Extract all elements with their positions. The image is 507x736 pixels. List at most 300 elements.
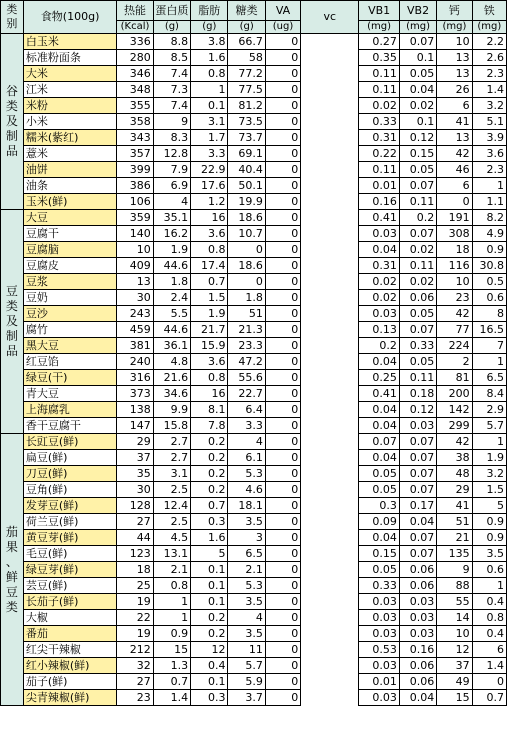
- cell-vc: [301, 434, 359, 450]
- cell-calcium: 12: [437, 642, 472, 658]
- header-calcium: 钙: [437, 1, 472, 21]
- table-row: [1, 610, 507, 626]
- cell-va: 0: [265, 466, 300, 482]
- cell-protein: 4: [153, 194, 190, 210]
- cell-vb2: 0.11: [399, 194, 436, 210]
- cell-iron: 2.3: [472, 66, 506, 82]
- cell-vc: [301, 642, 359, 658]
- cell-iron: 0.9: [472, 530, 506, 546]
- cell-vb1: 0.41: [359, 386, 400, 402]
- cell-va: 0: [265, 562, 300, 578]
- food-name: 豆角(鲜): [23, 482, 117, 498]
- cell-sugar: 5.3: [228, 578, 265, 594]
- cell-sugar: 4: [228, 610, 265, 626]
- cell-protein: 15: [153, 642, 190, 658]
- unit-fat: (g): [191, 21, 228, 34]
- cell-vb2: 0.05: [399, 66, 436, 82]
- cell-energy: 348: [117, 82, 153, 98]
- table-row: [1, 322, 507, 338]
- cell-vb1: 0.02: [359, 274, 400, 290]
- cell-protein: 15.8: [153, 418, 190, 434]
- cell-sugar: 77.2: [228, 66, 265, 82]
- cell-iron: 8.2: [472, 210, 506, 226]
- cell-energy: 280: [117, 50, 153, 66]
- cell-vb1: 0.09: [359, 514, 400, 530]
- cell-energy: 138: [117, 402, 153, 418]
- cell-sugar: 5.9: [228, 674, 265, 690]
- cell-sugar: 19.9: [228, 194, 265, 210]
- header-vb1: VB1: [359, 1, 400, 21]
- cell-va: 0: [265, 626, 300, 642]
- cell-va: 0: [265, 290, 300, 306]
- unit-protein: (g): [153, 21, 190, 34]
- cell-vc: [301, 562, 359, 578]
- header-energy: 热能: [117, 1, 153, 21]
- cell-sugar: 0: [228, 274, 265, 290]
- cell-protein: 8.8: [153, 34, 190, 50]
- cell-va: 0: [265, 594, 300, 610]
- category-label: 谷 类 及 制 品: [1, 34, 24, 210]
- cell-protein: 2.5: [153, 514, 190, 530]
- cell-calcium: 6: [437, 98, 472, 114]
- cell-vc: [301, 610, 359, 626]
- cell-va: 0: [265, 370, 300, 386]
- cell-va: 0: [265, 674, 300, 690]
- cell-vb1: 0.3: [359, 498, 400, 514]
- cell-protein: 7.4: [153, 66, 190, 82]
- cell-sugar: 4.6: [228, 482, 265, 498]
- cell-iron: 0.6: [472, 290, 506, 306]
- cell-protein: 1.8: [153, 274, 190, 290]
- cell-fat: 1.9: [191, 306, 228, 322]
- cell-vc: [301, 370, 359, 386]
- cell-protein: 5.5: [153, 306, 190, 322]
- cell-calcium: 10: [437, 274, 472, 290]
- table-row: [1, 194, 507, 210]
- cell-fat: 0.3: [191, 514, 228, 530]
- cell-protein: 2.5: [153, 482, 190, 498]
- food-name: 米粉: [23, 98, 117, 114]
- cell-sugar: 5.7: [228, 658, 265, 674]
- cell-vc: [301, 226, 359, 242]
- cell-iron: 6.5: [472, 370, 506, 386]
- cell-calcium: 77: [437, 322, 472, 338]
- cell-energy: 30: [117, 482, 153, 498]
- cell-sugar: 0: [228, 242, 265, 258]
- cell-va: 0: [265, 402, 300, 418]
- cell-vc: [301, 546, 359, 562]
- cell-energy: 35: [117, 466, 153, 482]
- cell-protein: 1: [153, 594, 190, 610]
- cell-vb1: 0.04: [359, 450, 400, 466]
- cell-calcium: 42: [437, 434, 472, 450]
- cell-vb1: 0.03: [359, 658, 400, 674]
- cell-energy: 147: [117, 418, 153, 434]
- cell-fat: 0.2: [191, 466, 228, 482]
- cell-vb1: 0.27: [359, 34, 400, 50]
- cell-calcium: 13: [437, 130, 472, 146]
- cell-energy: 23: [117, 690, 153, 706]
- cell-protein: 9.9: [153, 402, 190, 418]
- cell-iron: 0.4: [472, 626, 506, 642]
- table-row: [1, 290, 507, 306]
- cell-vc: [301, 466, 359, 482]
- cell-energy: 386: [117, 178, 153, 194]
- unit-sugar: (g): [228, 21, 265, 34]
- table-row: [1, 658, 507, 674]
- cell-iron: 5: [472, 498, 506, 514]
- header-category: 类别: [1, 1, 24, 34]
- cell-calcium: 21: [437, 530, 472, 546]
- cell-energy: 29: [117, 434, 153, 450]
- cell-va: 0: [265, 50, 300, 66]
- food-name: 青大豆: [23, 386, 117, 402]
- cell-sugar: 3: [228, 530, 265, 546]
- table-row: [1, 642, 507, 658]
- cell-vb1: 0.03: [359, 626, 400, 642]
- table-row: [1, 418, 507, 434]
- cell-iron: 16.5: [472, 322, 506, 338]
- cell-calcium: 81: [437, 370, 472, 386]
- table-row: [1, 546, 507, 562]
- cell-vc: [301, 162, 359, 178]
- cell-energy: 243: [117, 306, 153, 322]
- cell-va: 0: [265, 146, 300, 162]
- cell-vb2: 0.07: [399, 482, 436, 498]
- cell-iron: 0: [472, 674, 506, 690]
- cell-vb2: 0.16: [399, 642, 436, 658]
- food-name: 香干豆腐干: [23, 418, 117, 434]
- cell-iron: 1.1: [472, 194, 506, 210]
- cell-va: 0: [265, 338, 300, 354]
- unit-va: (ug): [265, 21, 300, 34]
- cell-energy: 19: [117, 626, 153, 642]
- table-row: [1, 306, 507, 322]
- cell-vb2: 0.04: [399, 82, 436, 98]
- cell-vb1: 0.03: [359, 690, 400, 706]
- cell-va: 0: [265, 226, 300, 242]
- food-name: 薏米: [23, 146, 117, 162]
- cell-calcium: 14: [437, 610, 472, 626]
- cell-energy: 240: [117, 354, 153, 370]
- cell-vc: [301, 354, 359, 370]
- food-name: 刀豆(鲜): [23, 466, 117, 482]
- cell-calcium: 29: [437, 482, 472, 498]
- cell-fat: 0.8: [191, 242, 228, 258]
- unit-energy: (Kcal): [117, 21, 153, 34]
- cell-iron: 30.8: [472, 258, 506, 274]
- cell-vb2: 0.07: [399, 34, 436, 50]
- cell-protein: 0.9: [153, 626, 190, 642]
- cell-sugar: 6.5: [228, 546, 265, 562]
- cell-iron: 3.2: [472, 466, 506, 482]
- cell-energy: 37: [117, 450, 153, 466]
- food-name: 糯米(紫红): [23, 130, 117, 146]
- cell-iron: 7: [472, 338, 506, 354]
- cell-sugar: 11: [228, 642, 265, 658]
- cell-vc: [301, 450, 359, 466]
- cell-calcium: 88: [437, 578, 472, 594]
- table-row: [1, 482, 507, 498]
- cell-calcium: 48: [437, 466, 472, 482]
- cell-vc: [301, 258, 359, 274]
- cell-energy: 32: [117, 658, 153, 674]
- cell-iron: 5.1: [472, 114, 506, 130]
- cell-vc: [301, 674, 359, 690]
- cell-vb1: 0.05: [359, 562, 400, 578]
- cell-protein: 2.7: [153, 450, 190, 466]
- food-name: 番茄: [23, 626, 117, 642]
- table-row: [1, 690, 507, 706]
- cell-calcium: 13: [437, 50, 472, 66]
- cell-sugar: 3.5: [228, 594, 265, 610]
- cell-sugar: 40.4: [228, 162, 265, 178]
- cell-vb1: 0.25: [359, 370, 400, 386]
- cell-protein: 1.9: [153, 242, 190, 258]
- cell-fat: 1: [191, 82, 228, 98]
- cell-vb2: 0.33: [399, 338, 436, 354]
- cell-iron: 2.3: [472, 162, 506, 178]
- cell-vb1: 0.13: [359, 322, 400, 338]
- cell-vb1: 0.33: [359, 578, 400, 594]
- table-row: [1, 34, 507, 50]
- cell-vb1: 0.04: [359, 530, 400, 546]
- cell-protein: 21.6: [153, 370, 190, 386]
- cell-fat: 0.8: [191, 66, 228, 82]
- cell-vc: [301, 146, 359, 162]
- cell-vb2: 0.07: [399, 322, 436, 338]
- cell-sugar: 73.5: [228, 114, 265, 130]
- cell-vb2: 0.06: [399, 578, 436, 594]
- cell-energy: 18: [117, 562, 153, 578]
- cell-calcium: 116: [437, 258, 472, 274]
- category-label: 豆 类 及 制 品: [1, 210, 24, 434]
- cell-fat: 0.8: [191, 370, 228, 386]
- cell-energy: 44: [117, 530, 153, 546]
- cell-iron: 0.9: [472, 242, 506, 258]
- food-name: 红豆馅: [23, 354, 117, 370]
- header-vc: vc: [301, 1, 359, 34]
- cell-va: 0: [265, 386, 300, 402]
- cell-iron: 1.4: [472, 82, 506, 98]
- cell-vb2: 0.03: [399, 594, 436, 610]
- table-row: [1, 50, 507, 66]
- cell-vc: [301, 514, 359, 530]
- cell-vb1: 0.02: [359, 290, 400, 306]
- cell-calcium: 26: [437, 82, 472, 98]
- food-name: 红小辣椒(鲜): [23, 658, 117, 674]
- table-row: [1, 514, 507, 530]
- cell-va: 0: [265, 162, 300, 178]
- food-name: 芸豆(鲜): [23, 578, 117, 594]
- cell-protein: 0.8: [153, 578, 190, 594]
- cell-vb2: 0.17: [399, 498, 436, 514]
- cell-vb2: 0.03: [399, 610, 436, 626]
- header-protein: 蛋白质: [153, 1, 190, 21]
- cell-vc: [301, 242, 359, 258]
- cell-protein: 1: [153, 610, 190, 626]
- cell-calcium: 13: [437, 66, 472, 82]
- cell-iron: 8: [472, 306, 506, 322]
- cell-vb2: 0.06: [399, 658, 436, 674]
- cell-calcium: 10: [437, 34, 472, 50]
- food-name: 绿豆(干): [23, 370, 117, 386]
- cell-iron: 6: [472, 642, 506, 658]
- cell-vc: [301, 306, 359, 322]
- cell-sugar: 3.7: [228, 690, 265, 706]
- cell-fat: 21.7: [191, 322, 228, 338]
- cell-vc: [301, 338, 359, 354]
- table-row: [1, 530, 507, 546]
- cell-iron: 2.2: [472, 34, 506, 50]
- cell-sugar: 21.3: [228, 322, 265, 338]
- cell-vc: [301, 274, 359, 290]
- cell-iron: 0.4: [472, 594, 506, 610]
- cell-va: 0: [265, 418, 300, 434]
- cell-iron: 1: [472, 434, 506, 450]
- cell-protein: 36.1: [153, 338, 190, 354]
- food-name: 腐竹: [23, 322, 117, 338]
- cell-sugar: 1.8: [228, 290, 265, 306]
- cell-va: 0: [265, 610, 300, 626]
- cell-sugar: 58: [228, 50, 265, 66]
- cell-vb1: 0.03: [359, 226, 400, 242]
- cell-protein: 35.1: [153, 210, 190, 226]
- cell-calcium: 135: [437, 546, 472, 562]
- cell-vb2: 0.02: [399, 98, 436, 114]
- cell-calcium: 191: [437, 210, 472, 226]
- cell-fat: 1.2: [191, 194, 228, 210]
- unit-calcium: (mg): [437, 21, 472, 34]
- cell-va: 0: [265, 66, 300, 82]
- cell-protein: 12.4: [153, 498, 190, 514]
- food-name: 豆沙: [23, 306, 117, 322]
- cell-fat: 16: [191, 210, 228, 226]
- cell-vb2: 0.1: [399, 50, 436, 66]
- cell-iron: 1.4: [472, 658, 506, 674]
- cell-calcium: 308: [437, 226, 472, 242]
- cell-vc: [301, 66, 359, 82]
- cell-vb1: 0.2: [359, 338, 400, 354]
- cell-vb1: 0.07: [359, 434, 400, 450]
- cell-energy: 27: [117, 514, 153, 530]
- cell-energy: 336: [117, 34, 153, 50]
- cell-protein: 44.6: [153, 258, 190, 274]
- cell-vc: [301, 130, 359, 146]
- unit-vb1: (mg): [359, 21, 400, 34]
- food-name: 豆浆: [23, 274, 117, 290]
- table-row: [1, 450, 507, 466]
- cell-sugar: 73.7: [228, 130, 265, 146]
- cell-vb2: 0.02: [399, 242, 436, 258]
- header-food: 食物(100g): [23, 1, 117, 34]
- cell-fat: 0.1: [191, 578, 228, 594]
- cell-sugar: 69.1: [228, 146, 265, 162]
- cell-fat: 1.5: [191, 290, 228, 306]
- cell-vc: [301, 50, 359, 66]
- cell-fat: 5: [191, 546, 228, 562]
- cell-fat: 12: [191, 642, 228, 658]
- cell-fat: 0.1: [191, 674, 228, 690]
- cell-va: 0: [265, 546, 300, 562]
- cell-iron: 1: [472, 178, 506, 194]
- cell-va: 0: [265, 210, 300, 226]
- cell-iron: 1.9: [472, 450, 506, 466]
- cell-vc: [301, 402, 359, 418]
- table-row: [1, 98, 507, 114]
- cell-energy: 355: [117, 98, 153, 114]
- cell-vb1: 0.11: [359, 66, 400, 82]
- cell-vb1: 0.53: [359, 642, 400, 658]
- cell-vc: [301, 626, 359, 642]
- food-name: 油条: [23, 178, 117, 194]
- cell-iron: 4.9: [472, 226, 506, 242]
- cell-iron: 8.4: [472, 386, 506, 402]
- table-row: [1, 130, 507, 146]
- cell-calcium: 6: [437, 178, 472, 194]
- cell-protein: 2.1: [153, 562, 190, 578]
- table-row: [1, 338, 507, 354]
- cell-fat: 0.2: [191, 434, 228, 450]
- food-name: 毛豆(鲜): [23, 546, 117, 562]
- cell-va: 0: [265, 130, 300, 146]
- cell-protein: 7.4: [153, 98, 190, 114]
- unit-vb2: (mg): [399, 21, 436, 34]
- food-name: 白玉米: [23, 34, 117, 50]
- cell-vb1: 0.04: [359, 402, 400, 418]
- cell-vb1: 0.35: [359, 50, 400, 66]
- food-name: 尖青辣椒(鲜): [23, 690, 117, 706]
- cell-energy: 346: [117, 66, 153, 82]
- cell-fat: 0.7: [191, 274, 228, 290]
- cell-vb1: 0.04: [359, 242, 400, 258]
- cell-protein: 8.3: [153, 130, 190, 146]
- cell-vb2: 0.18: [399, 386, 436, 402]
- cell-energy: 357: [117, 146, 153, 162]
- cell-va: 0: [265, 274, 300, 290]
- table-row: [1, 66, 507, 82]
- cell-iron: 1: [472, 354, 506, 370]
- cell-calcium: 55: [437, 594, 472, 610]
- cell-vc: [301, 658, 359, 674]
- cell-vb1: 0.31: [359, 130, 400, 146]
- cell-energy: 106: [117, 194, 153, 210]
- cell-sugar: 10.7: [228, 226, 265, 242]
- cell-sugar: 50.1: [228, 178, 265, 194]
- cell-va: 0: [265, 178, 300, 194]
- cell-protein: 4.5: [153, 530, 190, 546]
- cell-fat: 3.6: [191, 354, 228, 370]
- cell-vb2: 0.1: [399, 114, 436, 130]
- cell-vb2: 0.12: [399, 402, 436, 418]
- cell-vb2: 0.05: [399, 306, 436, 322]
- table-header: [1, 1, 507, 34]
- cell-protein: 4.8: [153, 354, 190, 370]
- cell-vb2: 0.11: [399, 258, 436, 274]
- cell-vb1: 0.33: [359, 114, 400, 130]
- cell-vb1: 0.01: [359, 178, 400, 194]
- table-row: [1, 226, 507, 242]
- cell-energy: 13: [117, 274, 153, 290]
- cell-sugar: 81.2: [228, 98, 265, 114]
- cell-protein: 44.6: [153, 322, 190, 338]
- cell-protein: 8.5: [153, 50, 190, 66]
- cell-vb2: 0.06: [399, 674, 436, 690]
- table-row: [1, 82, 507, 98]
- cell-sugar: 18.1: [228, 498, 265, 514]
- cell-vb1: 0.41: [359, 210, 400, 226]
- cell-va: 0: [265, 82, 300, 98]
